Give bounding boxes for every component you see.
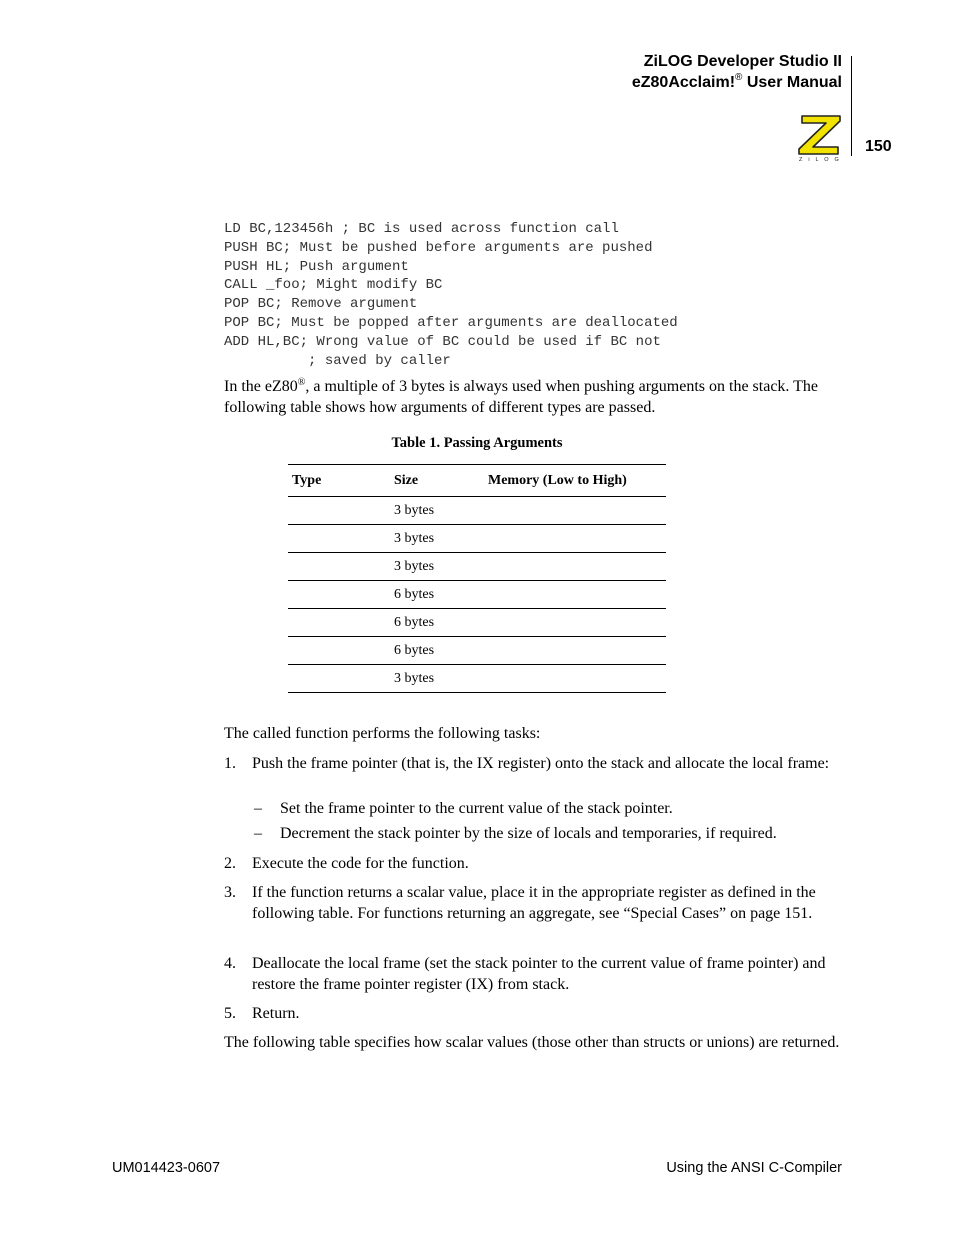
registered-mark: ®: [297, 377, 306, 388]
code-listing: [224, 220, 678, 370]
subtask-dash: –: [254, 800, 262, 817]
code-line: ; saved by caller: [224, 352, 451, 369]
task-item: [224, 883, 844, 924]
intro-paragraph: [224, 377, 844, 418]
task-item: [224, 854, 844, 875]
task-text: Return.: [252, 1005, 300, 1022]
task-item: [224, 1004, 844, 1025]
task-number: 2.: [224, 855, 236, 872]
code-line: ADD HL,BC; Wrong value of BC could be used if BC not: [224, 333, 661, 350]
passing-arguments-table: [288, 464, 666, 693]
task-number: 3.: [224, 884, 236, 901]
subtask-text: Decrement the stack pointer by the size of locals and temporaries, if required.: [280, 825, 777, 842]
cell-memory: [484, 581, 666, 609]
cell-size: 3 bytes: [390, 525, 484, 553]
registered-mark: ®: [735, 72, 743, 83]
table-row: [288, 637, 666, 665]
subtask-item: [254, 824, 844, 845]
footer-doc-id: UM014423-0607: [112, 1160, 221, 1176]
column-header-type: Type: [288, 465, 390, 497]
footer-section: Using the ANSI C-Compiler: [666, 1160, 842, 1176]
cell-memory: [484, 497, 666, 525]
closing-paragraph: The following table specifies how scalar values (those other than structs or unions) are returned.: [224, 1034, 840, 1051]
cell-memory: [484, 525, 666, 553]
table-row: [288, 665, 666, 693]
header-title: ZiLOG Developer Studio II: [643, 53, 842, 70]
task-text: Deallocate the local frame (set the stack pointer to the current value of frame pointer) and restore the frame pointer register (IX) from stack.: [252, 955, 826, 993]
tasks-intro: The called function performs the following tasks:: [224, 725, 541, 742]
page-number: 150: [865, 138, 892, 155]
column-header-size: Size: [390, 465, 484, 497]
task-item: [224, 954, 844, 995]
header-manual: User Manual: [742, 74, 842, 91]
code-line: PUSH HL; Push argument: [224, 258, 409, 275]
table-header-row: [288, 465, 666, 497]
cell-type: [288, 497, 390, 525]
cell-size: 3 bytes: [390, 665, 484, 693]
code-line: POP BC; Remove argument: [224, 296, 418, 313]
table-caption: Table 1. Passing Arguments: [391, 435, 563, 451]
zilog-logo-icon: [796, 112, 844, 162]
table-row: [288, 609, 666, 637]
code-line: LD BC,123456h ; BC is used across function call: [224, 221, 619, 237]
task-text: Push the frame pointer (that is, the IX register) onto the stack and allocate the local frame:: [252, 755, 830, 772]
task-item: [224, 754, 844, 775]
cell-type: [288, 609, 390, 637]
cell-type: [288, 665, 390, 693]
cell-size: 3 bytes: [390, 497, 484, 525]
header-divider: [851, 56, 852, 156]
intro-pre: In the eZ80: [224, 378, 298, 395]
table-row: [288, 497, 666, 525]
task-number: 1.: [224, 755, 236, 772]
task-text: If the function returns a scalar value, place it in the appropriate register as defined in the following table. For functions returning an aggregate, see “Special Cases” on page 151.: [252, 884, 816, 922]
cell-memory: [484, 637, 666, 665]
cell-size: 3 bytes: [390, 553, 484, 581]
code-line: POP BC; Must be popped after arguments are deallocated: [224, 314, 678, 331]
header-product: eZ80Acclaim!: [631, 74, 736, 91]
cell-memory: [484, 665, 666, 693]
code-line: PUSH BC; Must be pushed before arguments are pushed: [224, 239, 653, 256]
task-number: 4.: [224, 955, 236, 972]
svg-text:Z i L O G: Z i L O G: [799, 157, 841, 162]
cell-size: 6 bytes: [390, 581, 484, 609]
cell-memory: [484, 553, 666, 581]
subtask-item: [254, 799, 844, 820]
cell-type: [288, 525, 390, 553]
cell-type: [288, 637, 390, 665]
cell-type: [288, 553, 390, 581]
table-row: [288, 553, 666, 581]
table-row: [288, 581, 666, 609]
code-line: CALL _foo; Might modify BC: [224, 277, 443, 294]
column-header-memory: Memory (Low to High): [484, 465, 666, 497]
cell-type: [288, 581, 390, 609]
table-row: [288, 525, 666, 553]
cell-size: 6 bytes: [390, 637, 484, 665]
intro-post: , a multiple of 3 bytes is always used when pushing arguments on the stack. The following table shows how arguments of different types are passed.: [224, 378, 819, 416]
cell-size: 6 bytes: [390, 609, 484, 637]
cell-memory: [484, 609, 666, 637]
task-number: 5.: [224, 1005, 236, 1022]
header-subtitle: [632, 73, 842, 93]
task-text: Execute the code for the function.: [252, 855, 469, 872]
subtask-dash: –: [254, 825, 262, 842]
subtask-text: Set the frame pointer to the current value of the stack pointer.: [280, 800, 673, 817]
